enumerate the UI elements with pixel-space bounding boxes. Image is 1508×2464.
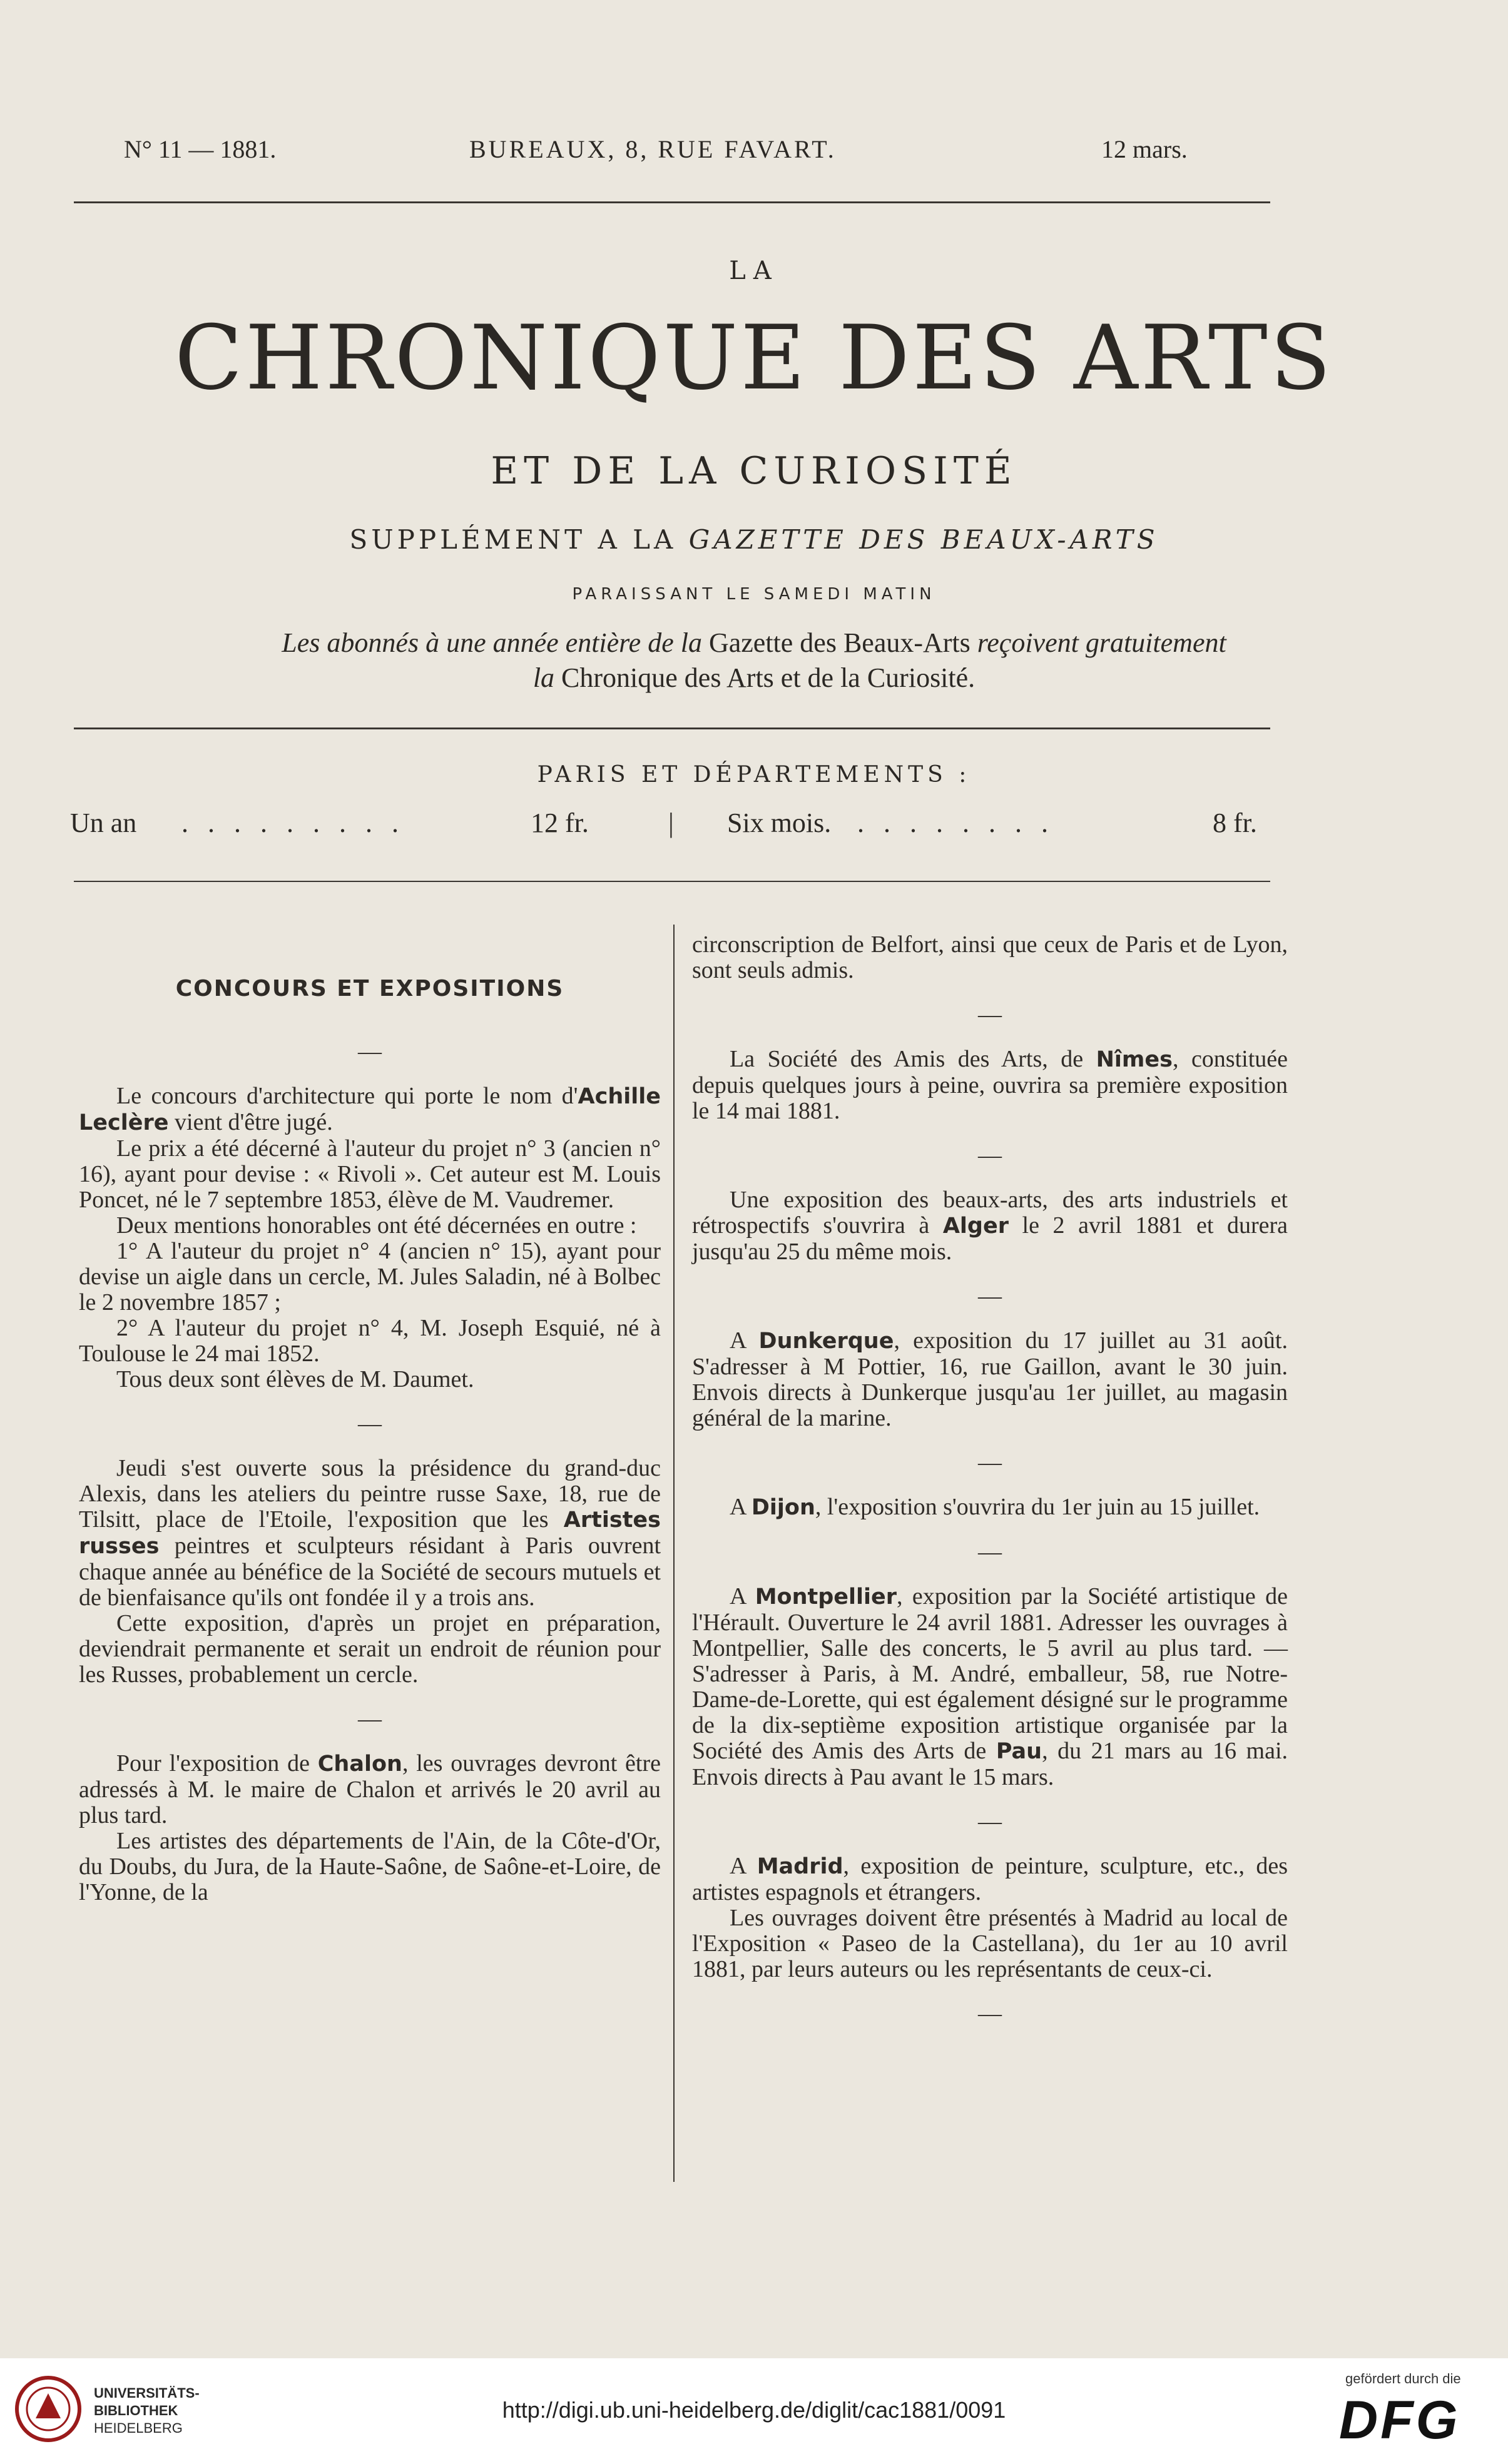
text-russes-c: peintres et sculpteurs résidant à Paris ouvrent chaque année au bénéfice de la Société de secours mutuels et de bienfaisance qu'ils ont fondée il y a trois ans.: [79, 1533, 661, 1611]
price-half-amount: 8 fr.: [1213, 808, 1257, 838]
paragraph-chalon: [79, 1751, 661, 1828]
paragraph-mention-1: 1° A l'auteur du projet n° 4 (ancien n° 15), ayant pour devise un aigle dans un cercle, M. Jules Saladin, né à Bolbec le 2 novembre 1857 ;: [79, 1238, 661, 1316]
text-leclere-a: Le concours d'architecture qui porte le nom d': [116, 1083, 578, 1109]
text-dijon-a: A: [730, 1494, 751, 1520]
price-divider: |: [668, 808, 674, 838]
issue-number: N° 11 — 1881.: [124, 135, 277, 163]
paragraph-dijon: [692, 1494, 1288, 1521]
separator-1: —: [358, 1038, 382, 1065]
price-year-dots: . . . . . . . . .: [181, 808, 405, 838]
separator-r2: —: [978, 1142, 1002, 1169]
dfg-logo: DFG: [1339, 2390, 1460, 2450]
paragraph-nimes: [692, 1047, 1288, 1124]
paragraph-prix: Le prix a été décerné à l'auteur du projet n° 3 (ancien n° 16), ayant pour devise : « Rivoli ». Cet auteur est M. Louis Poncet, né le 7 septembre 1853, élève de M. Vaudremer.: [79, 1135, 661, 1213]
header-rule: [74, 201, 1270, 203]
university-line-1: UNIVERSITÄTS-: [94, 2385, 200, 2401]
footer-bar: [0, 2358, 1508, 2464]
note-text-2a: la: [532, 662, 555, 693]
text-alger-a: Une exposition des beaux-arts, des arts industriels et rétrospectifs s'ouvrira à: [692, 1187, 1288, 1239]
supplement-line: [0, 524, 1508, 555]
column-divider: [673, 925, 675, 2182]
university-line-2: BIBLIOTHEK: [94, 2403, 178, 2418]
text-alger-c: le 2 avril 1881 et durera jusqu'au 25 du même mois.: [692, 1212, 1288, 1265]
price-half-dots: . . . . . . . .: [857, 808, 1054, 838]
name-montpellier: Montpellier: [755, 1584, 897, 1610]
supplement-prefix: SUPPLÉMENT A LA: [349, 524, 677, 555]
parution-line: PARAISSANT LE SAMEDI MATIN: [572, 585, 936, 604]
paragraph-mention-2: 2° A l'auteur du projet n° 4, M. Joseph Esquié, né à Toulouse le 24 mai 1852.: [79, 1315, 661, 1367]
text-russes-a: Jeudi s'est ouverte sous la présidence du grand-duc Alexis, dans les ateliers du peintre russe Saxe, 18, rue de Tilsitt, place de l'Etoile, l'exposition que les: [79, 1455, 661, 1533]
paragraph-leclere: [79, 1083, 661, 1136]
price-half-label: Six mois.: [727, 808, 832, 838]
name-nimes: Nîmes: [1096, 1047, 1173, 1072]
name-dunkerque: Dunkerque: [758, 1329, 894, 1354]
supplement-gazette: GAZETTE DES BEAUX-ARTS: [688, 524, 1159, 555]
note-text-2b: Chronique des Arts et de la Curiosité.: [561, 662, 976, 693]
text-nimes-c: , constituée depuis quelques jours à peine, ouvrira sa première exposition le 14 mai 1881.: [692, 1046, 1288, 1124]
name-madrid: Madrid: [757, 1854, 843, 1879]
paragraph-alger: [692, 1187, 1288, 1265]
text-montpellier-a: A: [730, 1583, 755, 1610]
note-text-1c: reçoivent gratuitement: [977, 627, 1226, 658]
text-chalon-c: , les ouvrages devront être adressés à M. le maire de Chalon et arrivés le 20 avril au plus tard.: [79, 1750, 661, 1828]
funded-by: gefördert durch die: [1345, 2371, 1461, 2386]
separator-r5: —: [978, 1539, 1002, 1565]
text-montpellier-c: , exposition par la Société artistique de l'Hérault. Ouverture le 24 avril 1881. Adresser les ouvrages à Montpellier, Salle des concerts, le 5 avril au plus tard. — S'adresser à Paris, à M. André, emballeur, 58, rue Notre-Dame-de-Lorette, qui est également désigné sur le programme de la dix-septième exposition artistique organisée par la Société des Amis des Arts de: [692, 1583, 1288, 1764]
paragraph-montpellier: [692, 1584, 1288, 1790]
section-heading: CONCOURS ET EXPOSITIONS: [175, 976, 564, 1001]
name-dijon: Dijon: [751, 1495, 815, 1520]
paragraph-cercle: Cette exposition, d'après un projet en préparation, deviendrait permanente et serait un endroit de réunion pour les Russes, probablement un cercle.: [79, 1610, 661, 1688]
name-chalon: Chalon: [317, 1752, 402, 1777]
source-url[interactable]: http://digi.ub.uni-heidelberg.de/diglit/cac1881/0091: [502, 2397, 1006, 2423]
text-dunkerque-a: A: [730, 1327, 759, 1354]
paragraph-artistes-russes: [79, 1456, 661, 1611]
name-alger: Alger: [942, 1214, 1009, 1239]
masthead-subtitle: ET DE LA CURIOSITÉ: [491, 449, 1017, 493]
text-montpellier-e: , du 21 mars au 16 mai. Envois directs à Pau avant le 15 mars.: [692, 1738, 1288, 1790]
text-madrid-a: A: [730, 1853, 757, 1879]
university-line-3: HEIDELBERG: [94, 2420, 183, 2436]
text-nimes-a: La Société des Amis des Arts, de: [730, 1046, 1096, 1072]
text-dijon-c: , l'exposition s'ouvrira du 1er juin au 15 juillet.: [815, 1494, 1260, 1520]
price-year-amount: 12 fr.: [531, 808, 589, 838]
name-achille-leclere: Achille Leclère: [79, 1084, 661, 1135]
paragraph-daumet: Tous deux sont élèves de M. Daumet.: [116, 1366, 474, 1392]
prices-rule: [74, 881, 1270, 882]
text-leclere-c: vient d'être jugé.: [168, 1109, 333, 1135]
separator-r3: —: [978, 1283, 1002, 1309]
masthead-rule: [74, 728, 1270, 729]
paragraph-departements: Les artistes des départements de l'Ain, de la Côte-d'Or, du Doubs, du Jura, de la Haute-Saône, de Saône-et-Loire, de l'Yonne, de la: [79, 1828, 661, 1905]
issue-date: 12 mars.: [1101, 135, 1188, 163]
separator-r4: —: [978, 1449, 1002, 1476]
text-dunkerque-c: , exposition du 17 juillet au 31 août. S'adresser à M Pottier, 16, rue Gaillon, avant le 30 juin. Envois directs à Dunkerque jusqu'au 1er juillet, au magasin général de la marine.: [692, 1327, 1288, 1431]
subscription-heading: PARIS ET DÉPARTEMENTS :: [537, 762, 971, 788]
paragraph-madrid-ouvrages: Les ouvrages doivent être présentés à Madrid au local de l'Exposition « Paseo de la Castellana), du 1er au 10 avril 1881, par leurs auteurs ou les représentants de ceux-ci.: [692, 1905, 1288, 1982]
masthead-title: CHRONIQUE DES ARTS: [175, 307, 1333, 410]
right-column: [692, 932, 1288, 2046]
text-madrid-c: , exposition de peinture, sculpture, etc., des artistes espagnols et étrangers.: [692, 1853, 1288, 1905]
separator-r1: —: [978, 1001, 1002, 1028]
note-text-1b: Gazette des Beaux-Arts: [708, 627, 971, 658]
name-pau: Pau: [996, 1739, 1042, 1764]
subscription-note-line2: [0, 662, 1508, 694]
separator-r7: —: [978, 2000, 1002, 2027]
paragraph-belfort: circonscription de Belfort, ainsi que ceux de Paris et de Lyon, sont seuls admis.: [692, 931, 1288, 983]
separator-3: —: [358, 1706, 382, 1732]
name-artistes-russes: Artistes russes: [79, 1508, 661, 1559]
separator-r6: —: [978, 1808, 1002, 1835]
price-year-label: Un an: [70, 808, 137, 838]
masthead-la: LA: [729, 256, 779, 285]
note-text-1a: Les abonnés à une année entière de la: [282, 627, 702, 658]
left-column: [79, 932, 661, 1905]
paragraph-dunkerque: [692, 1328, 1288, 1431]
bureaux-address: BUREAUX, 8, RUE FAVART.: [469, 135, 837, 163]
paragraph-mentions: Deux mentions honorables ont été décernées en outre :: [116, 1212, 637, 1239]
separator-2: —: [358, 1411, 382, 1437]
text-chalon-a: Pour l'exposition de: [116, 1750, 318, 1777]
paragraph-madrid: [692, 1853, 1288, 1905]
subscription-note-line1: [0, 627, 1508, 659]
